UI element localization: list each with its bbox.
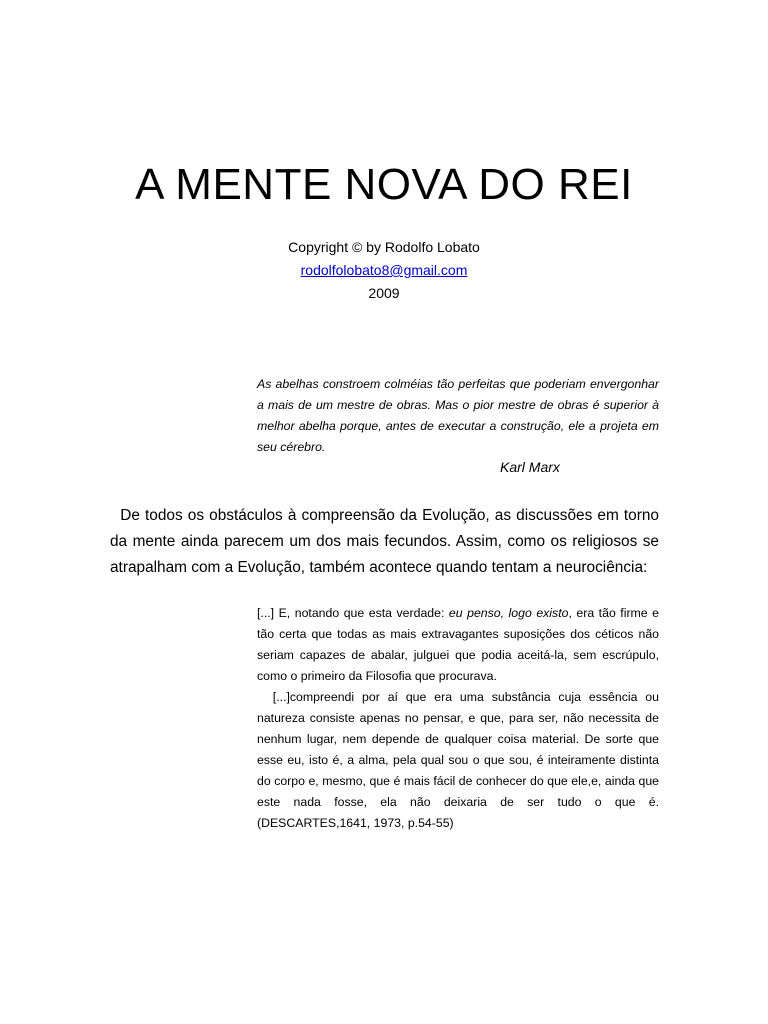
email-link[interactable]: rodolfolobato8@gmail.com (300, 262, 468, 278)
document-title: A MENTE NOVA DO REI (135, 160, 633, 209)
block-quote (257, 603, 659, 834)
body-paragraph (110, 503, 659, 581)
quote-part2: [...]compreendi por aí que era uma substância cuja essência ou natureza consiste apenas no pensar, e que, para ser, não necessita de nenhum lugar, nem depende de qualquer coisa material. De sorte que esse eu, isto é, a alma, pela qual sou o que sou, é inteiramente distinta do corpo e, mesmo, que é mais fácil de conhecer do que ele,e, ainda que este nada fosse, ela não deixaria de ser tudo o que é.(DESCARTES,1641, 1973, p.54-55) (257, 690, 659, 830)
quote-part1-after: , era tão firme e tão certa que todas as mais extravagantes suposições dos céticos não seriam capazes de abalar, julguei que podia aceitá-la, sem escrúpulo, como o primeiro da Filosofia que procurava. (257, 606, 659, 683)
year-line: 2009 (368, 285, 400, 301)
email-line (0, 259, 768, 282)
body-paragraph-text: De todos os obstáculos à compreensão da Evolução, as discussões em torno da mente ainda parecem um dos mais fecundos. Assim, como os religiosos se atrapalham com a Evolução, também acontece quando tentam a neurociência: (110, 507, 659, 576)
epigraph-text: As abelhas constroem colméias tão perfeitas que poderiam envergonhar a mais de um mestre de obras. Mas o pior mestre de obras é superior à melhor abelha porque, antes de executar a construção, ele a projeta em seu cérebro. (257, 377, 659, 454)
copyright-line: Copyright © by Rodolfo Lobato (288, 239, 480, 255)
quote-paragraph-1 (257, 603, 659, 687)
epigraph-author: Karl Marx (500, 459, 560, 475)
quote-part1-italic: eu penso, logo existo (448, 606, 569, 620)
document-meta (0, 236, 768, 305)
quote-part1-before: [...] E, notando que esta verdade: (257, 606, 449, 620)
quote-paragraph-2 (257, 687, 659, 834)
